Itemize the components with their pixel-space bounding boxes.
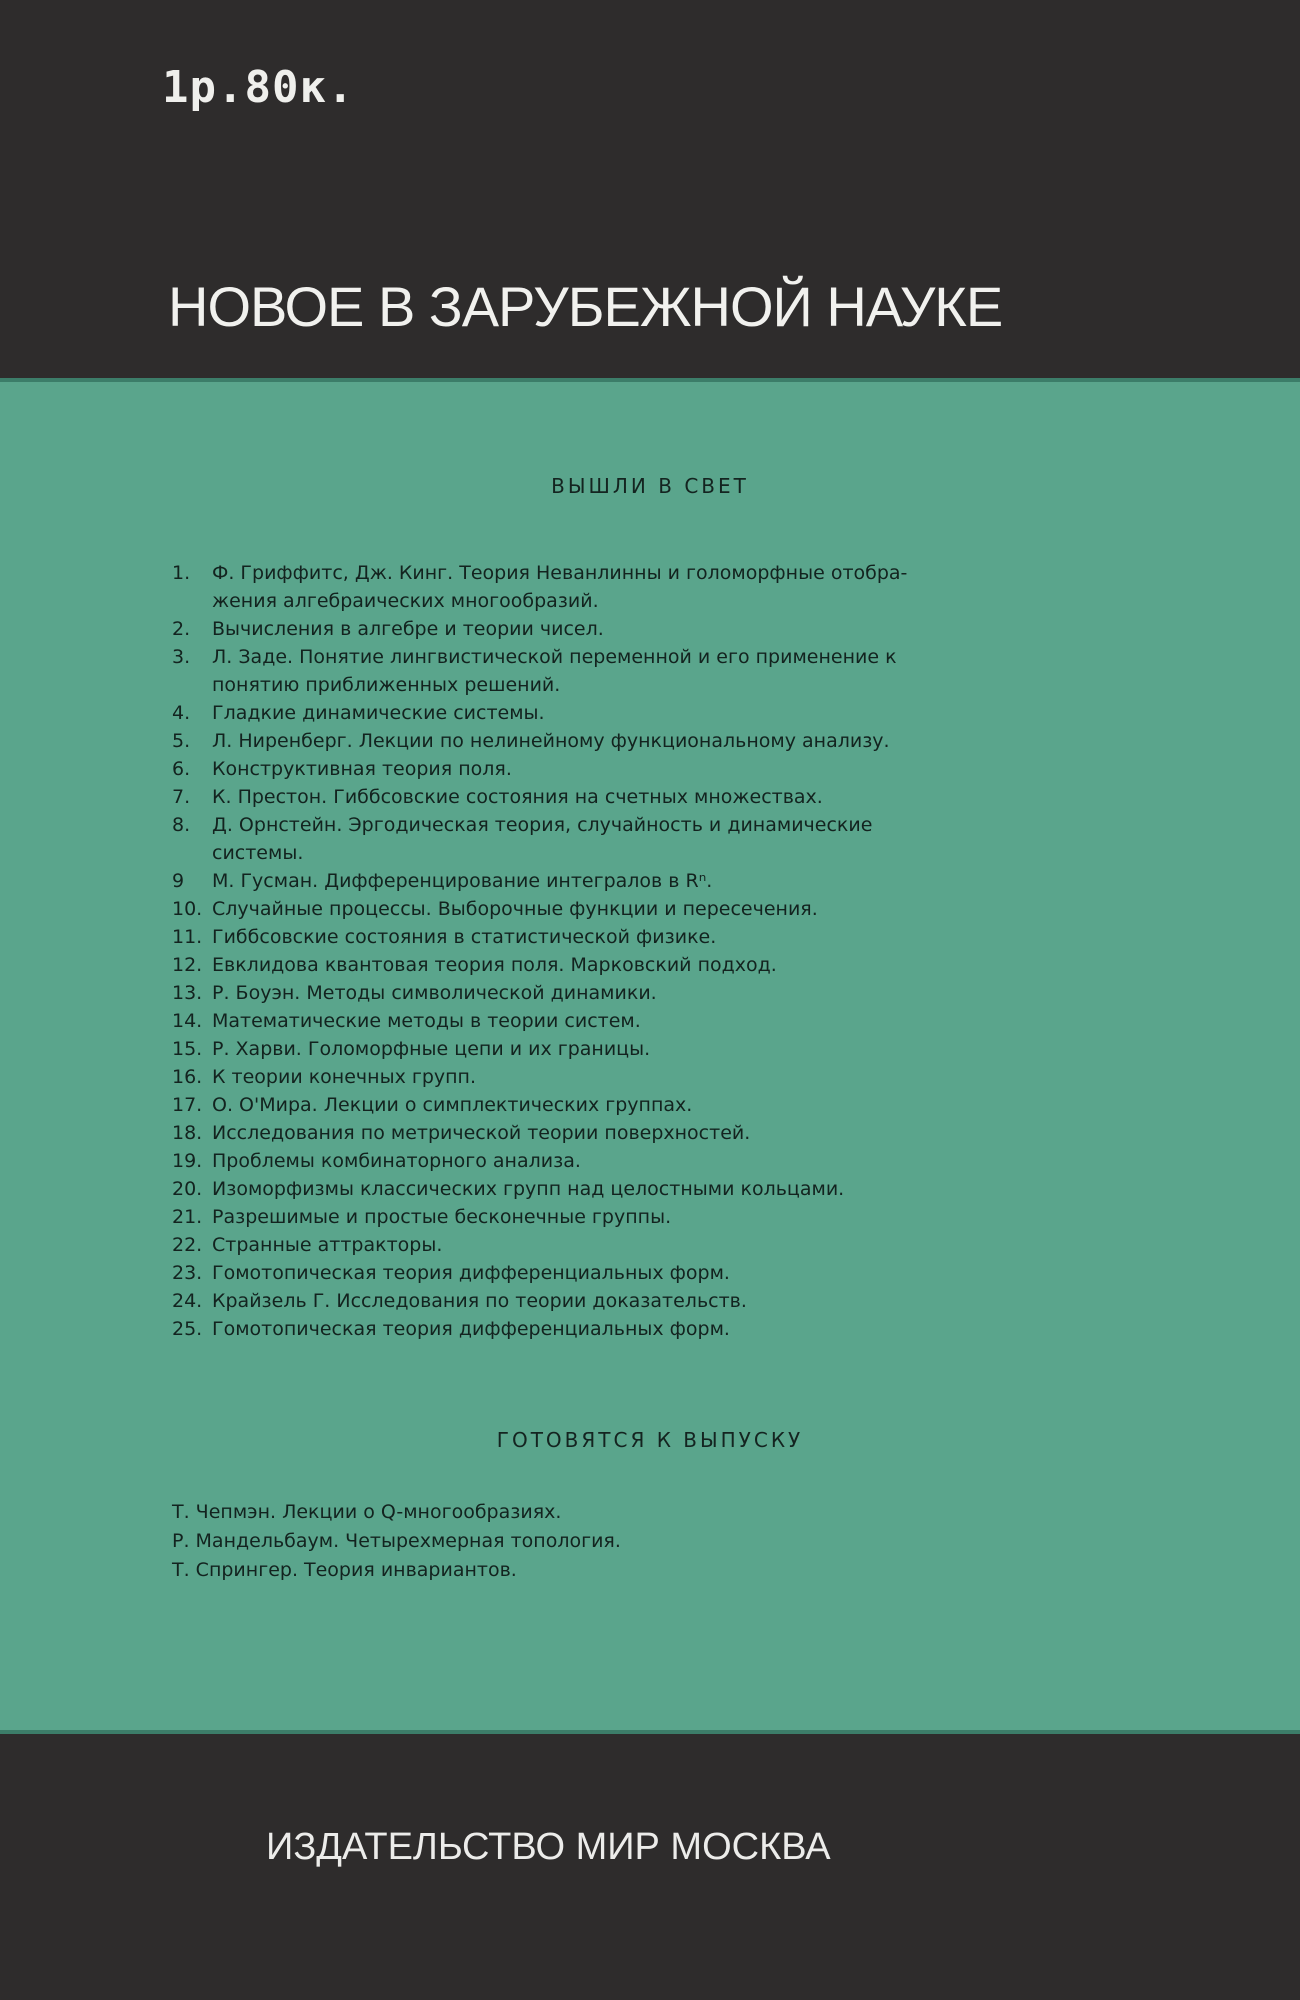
item-number: 17.	[172, 1094, 203, 1116]
item-title-line: Крайзель Г. Исследования по теории доказательств.	[212, 1290, 747, 1312]
item-number: 4.	[172, 702, 191, 724]
item-title-line: Гладкие динамические системы.	[212, 702, 545, 724]
item-number: 15.	[172, 1038, 203, 1060]
publisher-name: ИЗДАТЕЛЬСТВО МИР МОСКВА	[266, 1826, 831, 1868]
published-item	[172, 923, 1172, 951]
item-number: 24.	[172, 1290, 203, 1312]
item-title-line: Р. Боуэн. Методы символической динамики.	[212, 982, 657, 1004]
book-list-panel	[0, 378, 1300, 1734]
item-title-line: Евклидова квантовая теория поля. Марковский подход.	[212, 954, 777, 976]
item-number: 2.	[172, 618, 191, 640]
published-item	[172, 1315, 1172, 1343]
published-item	[172, 727, 1172, 755]
published-item	[172, 1203, 1172, 1231]
item-title-line: Разрешимые и простые бесконечные группы.	[212, 1206, 672, 1228]
item-title-continuation: жения алгебраических многообразий.	[212, 590, 599, 612]
item-number: 1.	[172, 562, 191, 584]
published-item	[172, 867, 1172, 895]
item-title-continuation: понятию приближенных решений.	[212, 674, 561, 696]
item-title-line: О. О'Мира. Лекции о симплектических группах.	[212, 1094, 693, 1116]
published-item	[172, 1231, 1172, 1259]
published-item	[172, 755, 1172, 783]
item-number: 8.	[172, 814, 191, 836]
item-number: 19.	[172, 1150, 203, 1172]
item-number: 18.	[172, 1122, 203, 1144]
published-item	[172, 1091, 1172, 1119]
item-title-line: Проблемы комбинаторного анализа.	[212, 1150, 581, 1172]
item-number: 25.	[172, 1318, 203, 1340]
published-heading: ВЫШЛИ В СВЕТ	[551, 474, 749, 498]
published-item	[172, 1119, 1172, 1147]
item-title-line: Р. Харви. Голоморфные цепи и их границы.	[212, 1038, 651, 1060]
item-number: 20.	[172, 1178, 203, 1200]
published-item	[172, 951, 1172, 979]
item-number: 5.	[172, 730, 191, 752]
published-item	[172, 783, 1172, 811]
series-title: НОВОЕ В ЗАРУБЕЖНОЙ НАУКЕ	[168, 275, 1003, 338]
item-title-line: Ф. Гриффитс, Дж. Кинг. Теория Неванлинны и голоморфные отобра-	[212, 562, 908, 584]
item-title-line: Случайные процессы. Выборочные функции и пересечения.	[212, 898, 818, 920]
published-item	[172, 1063, 1172, 1091]
upcoming-item: Р. Мандельбаум. Четырехмерная топология.	[172, 1530, 621, 1552]
upcoming-heading: ГОТОВЯТСЯ К ВЫПУСКУ	[496, 1428, 804, 1452]
item-number: 6.	[172, 758, 191, 780]
item-title-line: Л. Заде. Понятие лингвистической переменной и его применение к	[212, 646, 897, 668]
item-number: 14.	[172, 1010, 203, 1032]
item-title-line: К теории конечных групп.	[212, 1066, 477, 1088]
item-title-line: Гомотопическая теория дифференциальных форм.	[212, 1262, 730, 1284]
item-title-line: Гомотопическая теория дифференциальных форм.	[212, 1318, 730, 1340]
published-item	[172, 643, 1172, 699]
item-title-line: Странные аттракторы.	[212, 1234, 443, 1256]
published-item	[172, 699, 1172, 727]
published-item	[172, 615, 1172, 643]
published-item	[172, 559, 1172, 615]
published-item	[172, 1259, 1172, 1287]
item-number: 7.	[172, 786, 191, 808]
item-title-line: Л. Ниренберг. Лекции по нелинейному функциональному анализу.	[212, 730, 890, 752]
price: 1р.80к.	[162, 62, 355, 113]
item-title-line: Изоморфизмы классических групп над целостными кольцами.	[212, 1178, 845, 1200]
item-number: 22.	[172, 1234, 203, 1256]
published-item	[172, 811, 1172, 867]
published-item	[172, 1175, 1172, 1203]
item-number: 16.	[172, 1066, 203, 1088]
published-item	[172, 979, 1172, 1007]
published-item	[172, 1007, 1172, 1035]
item-number: 3.	[172, 646, 191, 668]
item-title-line: К. Престон. Гиббсовские состояния на счетных множествах.	[212, 786, 823, 808]
upcoming-item: Т. Спрингер. Теория инвариантов.	[172, 1559, 517, 1581]
item-title-line: Математические методы в теории систем.	[212, 1010, 641, 1032]
item-title-line: Исследования по метрической теории поверхностей.	[212, 1122, 751, 1144]
item-number: 11.	[172, 926, 203, 948]
item-title-continuation: системы.	[212, 842, 304, 864]
item-title-line: Конструктивная теория поля.	[212, 758, 512, 780]
item-number: 13.	[172, 982, 203, 1004]
item-number: 9	[172, 870, 185, 892]
published-item	[172, 1035, 1172, 1063]
published-item	[172, 895, 1172, 923]
item-title-line: Гиббсовские состояния в статистической физике.	[212, 926, 717, 948]
item-title-line: Вычисления в алгебре и теории чисел.	[212, 618, 604, 640]
item-number: 12.	[172, 954, 203, 976]
item-title-line: Д. Орнстейн. Эргодическая теория, случайность и динамические	[212, 814, 873, 836]
item-number: 21.	[172, 1206, 203, 1228]
upcoming-list	[172, 1498, 1172, 1585]
item-number: 10.	[172, 898, 203, 920]
published-list	[172, 559, 1172, 1343]
item-number: 23.	[172, 1262, 203, 1284]
item-title-line: М. Гусман. Дифференцирование интегралов в Rⁿ.	[212, 870, 713, 892]
published-item	[172, 1287, 1172, 1315]
published-item	[172, 1147, 1172, 1175]
upcoming-item: Т. Чепмэн. Лекции о Q-многообразиях.	[172, 1501, 562, 1523]
